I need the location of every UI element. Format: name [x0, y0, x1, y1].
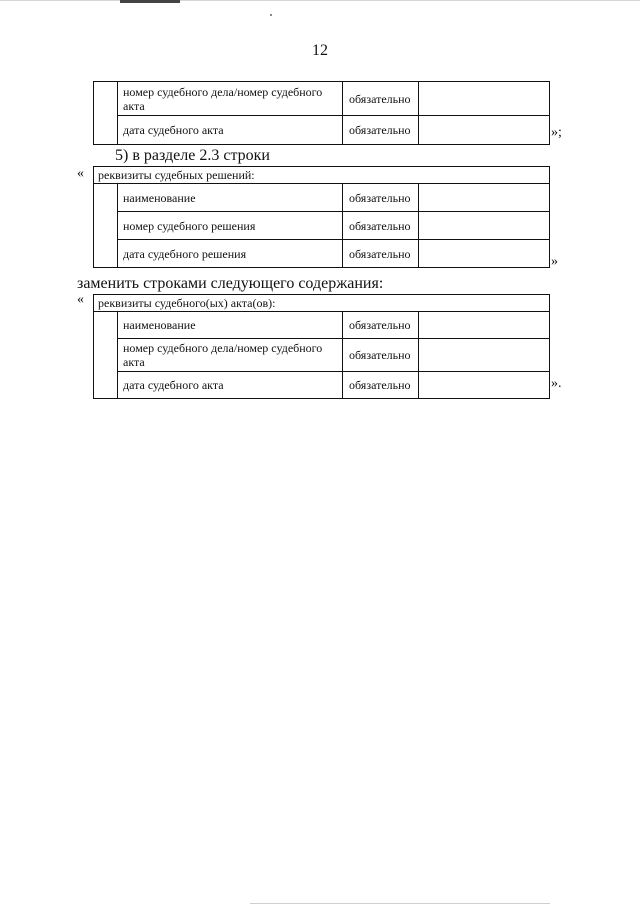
- row-name: наименование: [118, 312, 343, 339]
- opening-quote: «: [77, 292, 84, 307]
- row-requirement: обязательно: [343, 82, 419, 116]
- row-empty-cell: [419, 184, 550, 212]
- table-row: [94, 240, 550, 268]
- row-requirement: обязательно: [343, 212, 419, 240]
- indent-cell: [94, 184, 118, 268]
- row-name: номер судебного дела/номер судебного акта: [118, 82, 343, 116]
- row-empty-cell: [419, 212, 550, 240]
- closing-quote: »;: [551, 125, 562, 140]
- closing-quote: »: [551, 254, 558, 269]
- row-empty-cell: [419, 116, 550, 145]
- row-name: номер судебного дела/номер судебного акта: [118, 339, 343, 372]
- table-header-row: [94, 295, 550, 312]
- page-number: 12: [312, 42, 328, 59]
- instruction-section-2-3: 5) в разделе 2.3 строки: [115, 147, 270, 164]
- table-court-decisions: [93, 166, 550, 268]
- row-requirement: обязательно: [343, 116, 419, 145]
- row-name: дата судебного акта: [118, 372, 343, 399]
- scan-speck: [270, 14, 272, 16]
- row-requirement: обязательно: [343, 312, 419, 339]
- table-continued: [93, 81, 550, 145]
- row-name: номер судебного решения: [118, 212, 343, 240]
- table-row: [94, 339, 550, 372]
- instruction-replace: заменить строками следующего содержания:: [77, 275, 384, 292]
- table-header: реквизиты судебных решений:: [94, 167, 550, 184]
- scan-edge-bottom: [250, 903, 550, 904]
- table-row: [94, 184, 550, 212]
- table-row: [94, 312, 550, 339]
- table-header: реквизиты судебного(ых) акта(ов):: [94, 295, 550, 312]
- row-empty-cell: [419, 372, 550, 399]
- row-name: дата судебного акта: [118, 116, 343, 145]
- scan-edge-top: [0, 0, 640, 1]
- row-empty-cell: [419, 240, 550, 268]
- row-requirement: обязательно: [343, 372, 419, 399]
- row-requirement: обязательно: [343, 339, 419, 372]
- row-name: дата судебного решения: [118, 240, 343, 268]
- table-row: [94, 212, 550, 240]
- row-empty-cell: [419, 312, 550, 339]
- row-requirement: обязательно: [343, 184, 419, 212]
- row-name: наименование: [118, 184, 343, 212]
- indent-cell: [94, 312, 118, 399]
- row-empty-cell: [419, 339, 550, 372]
- indent-cell: [94, 82, 118, 145]
- table-court-acts: [93, 294, 550, 399]
- table-row: [94, 82, 550, 116]
- row-empty-cell: [419, 82, 550, 116]
- row-requirement: обязательно: [343, 240, 419, 268]
- table-header-row: [94, 167, 550, 184]
- scan-mark: [120, 0, 180, 3]
- closing-quote: ».: [551, 376, 562, 391]
- opening-quote: «: [77, 166, 84, 181]
- table-row: [94, 372, 550, 399]
- table-row: [94, 116, 550, 145]
